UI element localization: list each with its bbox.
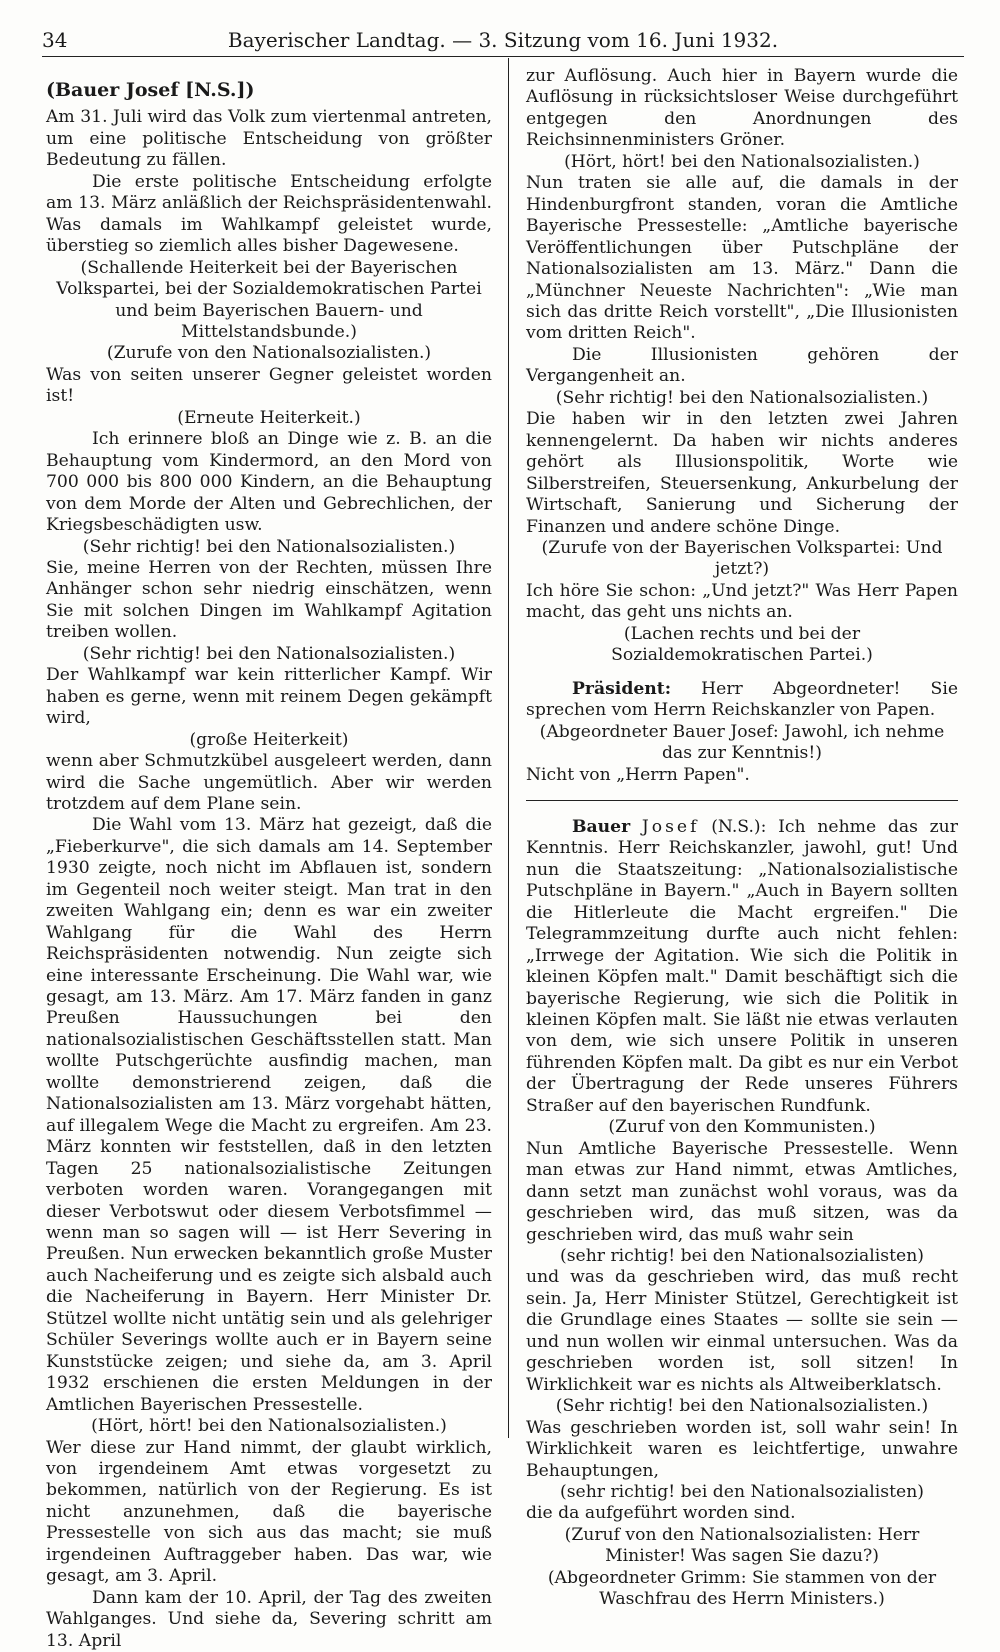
paragraph: Ich höre Sie schon: „Und jetzt?" Was Herr Papen macht, das geht uns nichts an.	[526, 580, 958, 623]
paragraph: die da aufgeführt worden sind.	[526, 1503, 796, 1524]
speaker2-name: Josef	[641, 816, 700, 837]
president-text: Herr Abgeordneter! Sie sprechen vom Herrn Reichskanzler von Papen.	[526, 678, 959, 721]
paragraph: Nun traten sie alle auf, die damals in der Hindenburgfront standen, voran die Amtliche Bayerische Pressestelle: „Amtliche bayerische Veröffentlichungen über Putschpläne der Nationalsozialisten am 13. März." Dann die „Münchner Neueste Nachrichten": „Wie man sich das dritte Reich vorstellt", „Die Illusionisten vom dritten Reich".	[526, 173, 958, 344]
speaker2-label: Bauer	[572, 816, 631, 837]
interjection: (Zurufe von den Nationalsozialisten.)	[106, 343, 432, 364]
speaker2-text: Ich nehme das zur Kenntnis. Herr Reichskanzler, jawohl, gut! Und nun die Staatszeitung: „Nationalsozialistische Putschpläne in Bayern." „Auch in Bayern sollten die Hitlerleute die Macht ergreifen." Die Telegrammzeitung durfte auch nicht fehlen: „Irrwege der Agitation. Wie sich die Politik in kleinen Köpfen malt." Damit beschäftigt sich die bayerische Regierung, wie sich die Politik in kleinen Köpfen malt. Sie läßt nie etwas verlauten von dem, wie sich unsere Politik in unseren führenden Köpfen malt. Da gibt es nur ein Verbot der Übertragung der Rede unseres Führers Straßer auf den bayerischen Rundfunk.	[526, 816, 958, 1116]
page-header	[42, 28, 964, 58]
section-rule	[526, 800, 958, 801]
paragraph: Sie, meine Herren von der Rechten, müssen Ihre Anhänger schon sehr niedrig einschätzen, wenn Sie mit solchen Dingen im Wahlkampf Agitation treiben wollen.	[46, 557, 492, 643]
paragraph: Dann kam der 10. April, der Tag des zweiten Wahlganges. Und siehe da, Severing schritt am 13. April	[46, 1587, 492, 1651]
speaker-heading: (Bauer Josef [N.S.])	[46, 79, 255, 101]
interjection: (Abgeordneter Grimm: Sie stammen von der Waschfrau des Herrn Ministers.)	[547, 1567, 937, 1610]
column-divider	[508, 58, 509, 1438]
interjection: (sehr richtig! bei den Nationalsozialisten)	[560, 1246, 924, 1267]
paragraph: Am 31. Juli wird das Volk zum viertenmal antreten, um eine politische Entscheidung von größter Bedeutung zu fällen.	[46, 107, 492, 171]
paragraph: Die Illusionisten gehören der Vergangenheit an.	[526, 344, 958, 387]
interjection: (Zuruf von den Nationalsozialisten: Herr Minister! Was sagen Sie dazu?)	[564, 1524, 920, 1567]
paragraph: Die erste politische Entscheidung erfolgte am 13. März anläßlich der Reichspräsidentenwahl. Was damals im Wahlkampf geleistet wurde, überstieg so ziemlich alles bisher Dagewesene.	[46, 171, 492, 257]
interjection: (Lachen rechts und bei der Sozialdemokratischen Partei.)	[611, 623, 873, 666]
paragraph: Wer diese zur Hand nimmt, der glaubt wirklich, von irgendeinem Amt etwas vorgesetzt zu bekommen, natürlich von der Regierung. Es ist nicht anzunehmen, daß die bayerische Pressestelle von sich aus das macht; sie muß irgendeinen Auftraggeber haben. Das war, wie gesagt, am 3. April.	[46, 1437, 492, 1587]
paragraph: wenn aber Schmutzkübel ausgeleert werden, dann wird die Sache ungemütlich. Aber wir werden trotzdem auf dem Plane sein.	[46, 751, 492, 814]
interjection: (Hört, hört! bei den Nationalsozialisten.)	[564, 151, 920, 172]
page-number: 34	[42, 28, 68, 52]
spacer	[526, 667, 958, 679]
interjection: (Erneute Heiterkeit.)	[177, 407, 361, 428]
paragraph: Was von seiten unserer Gegner geleistet worden ist!	[46, 364, 492, 407]
interjection: (Sehr richtig! bei den Nationalsozialisten.)	[82, 643, 456, 664]
right-column	[526, 66, 958, 1611]
interjection: (Sehr richtig! bei den Nationalsozialisten.)	[82, 536, 456, 557]
paragraph: Nun Amtliche Bayerische Pressestelle. Wenn man etwas zur Hand nimmt, etwas Amtliches, dann setzt man zunächst wohl voraus, was da geschrieben wird, das muß sitzen, was da geschrieben wird, das muß wahr sein	[526, 1138, 958, 1245]
header-rule	[42, 56, 964, 57]
speaker-paragraph	[526, 817, 958, 1117]
paragraph: Ich erinnere bloß an Dinge wie z. B. an die Behauptung vom Kindermord, an den Mord von 700 000 bis 800 000 Kindern, an die Behauptung von dem Morde der Alten und Gebrechlichen, der Kriegsbeschädigten usw.	[46, 429, 492, 536]
paragraph: Die Wahl vom 13. März hat gezeigt, daß die „Fieberkurve", die sich damals am 14. September 1930 zeigte, noch nicht im Abflauen ist, sondern im Gegenteil noch weiter steigt. Man trat in den zweiten Wahlgang ein; denn es war ein zweiter Wahlgang für die Wahl des Herrn Reichspräsidenten notwendig. Nun zeigte sich eine interessante Erscheinung. Die Wahl war, wie gesagt, am 13. März. Am 17. März fanden in ganz Preußen Haussuchungen bei den nationalsozialistischen Geschäftsstellen statt. Man wollte Putschgerüchte ausfindig machen, man wollte demonstrierend zeigen, daß die Nationalsozialisten am 13. März vorgehabt hätten, auf illegalem Wege die Macht zu ergreifen. Am 23. März konnten wir feststellen, daß in den letzten Tagen 25 nationalsozialistische Zeitungen verboten worden waren. Vorangegangen mit dieser Verbotswut oder diesem Verbotsfimmel — wenn man so sagen will — ist Herr Severing in Preußen. Nun erwecken bekanntlich große Muster auch Nacheiferung und es zeigte sich alsbald auch die Nacheiferung in Bayern. Herr Minister Dr. Stützel wollte nicht untätig sein und als gelehriger Schüler Severings wollte auch er in Bayern seine Kunststücke zeigen; und siehe da, am 3. April 1932 erschienen die ersten Meldungen in der Amtlichen Bayerischen Pressestelle.	[46, 815, 492, 1415]
paragraph: Was geschrieben worden ist, soll wahr sein! In Wirklichkeit waren es leichtfertige, unwahre Behauptungen,	[526, 1417, 958, 1481]
interjection: (Schallende Heiterkeit bei der Bayerischen Volkspartei, bei der Sozialdemokratischen Partei und beim Bayerischen Bauern- und Mittelstandsbunde.)	[56, 257, 482, 342]
paragraph: und was da geschrieben wird, das muß recht sein. Ja, Herr Minister Stützel, Gerechtigkeit ist die Grundlage eines Staates — sollte sie sein — und nun wollen wir einmal untersuchen. Was da geschrieben worden ist, soll sitzen! In Wirklichkeit war es nichts als Altweiberklatsch.	[526, 1267, 958, 1395]
interjection: (Sehr richtig! bei den Nationalsozialisten.)	[555, 387, 929, 408]
paragraph: zur Auflösung. Auch hier in Bayern wurde die Auflösung in rücksichtsloser Weise durchgeführt entgegen den Anordnungen des Reichsinnenministers Gröner.	[526, 66, 958, 151]
interjection: (Sehr richtig! bei den Nationalsozialisten.)	[555, 1396, 929, 1417]
president-statement	[526, 679, 958, 722]
interjection: (Abgeordneter Bauer Josef: Jawohl, ich nehme das zur Kenntnis!)	[539, 721, 945, 764]
interjection: (große Heiterkeit)	[189, 729, 349, 750]
interjection: (sehr richtig! bei den Nationalsozialisten)	[560, 1482, 924, 1502]
paragraph: Nicht von „Herrn Papen".	[526, 764, 750, 785]
running-title: Bayerischer Landtag. — 3. Sitzung vom 16. Juni 1932.	[227, 28, 779, 52]
interjection: (Zuruf von den Kommunisten.)	[608, 1117, 876, 1138]
interjection: (Hört, hört! bei den Nationalsozialisten.)	[91, 1416, 447, 1437]
speaker2-party: (N.S.):	[711, 816, 767, 837]
interjection: (Zurufe von der Bayerischen Volkspartei: Und jetzt?)	[541, 537, 943, 580]
left-column	[46, 66, 492, 1652]
paragraph: Der Wahlkampf war kein ritterlicher Kampf. Wir haben es gerne, wenn mit reinem Degen gekämpft wird,	[46, 665, 492, 729]
paragraph: Die haben wir in den letzten zwei Jahren kennengelernt. Da haben wir nichts anderes gehört als Illusionspolitik, Worte wie Silberstreifen, Steuersenkung, Ankurbelung der Wirtschaft, Sanierung und Sicherung der Finanzen und andere schöne Dinge.	[526, 409, 958, 537]
president-label: Präsident:	[572, 678, 672, 699]
